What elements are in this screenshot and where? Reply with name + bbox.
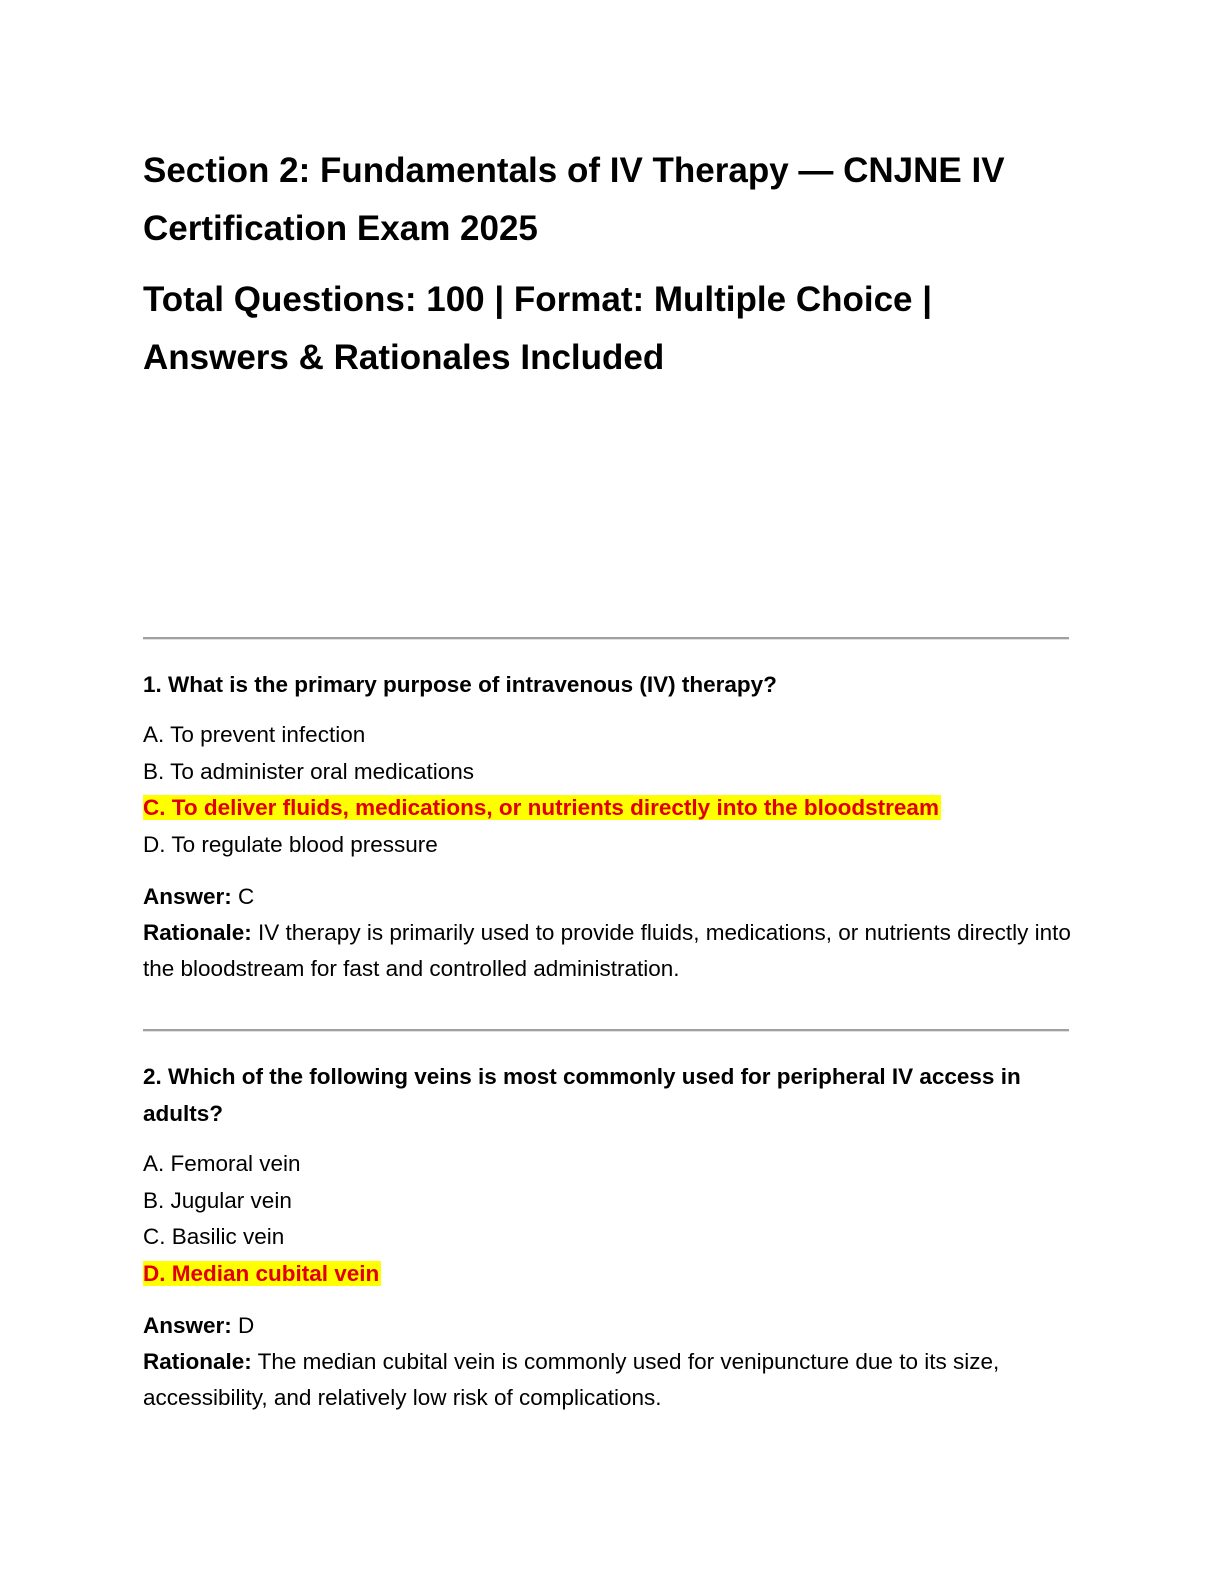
exam-summary-line-1: Total Questions: 100 | Format: Multiple Choice |	[143, 280, 933, 319]
rationale-text: Rationale: The median cubital vein is commonly used for venipuncture due to its size, accessibility, and relatively low risk of complications.	[143, 1349, 1000, 1411]
answer-line: Answer: D	[143, 1313, 255, 1339]
exam-summary	[143, 271, 932, 387]
section-title-line-2: Certification Exam 2025	[143, 209, 538, 248]
exam-summary-line-2: Answers & Rationales Included	[143, 338, 665, 377]
section-title	[143, 142, 1005, 258]
options-list	[143, 1146, 1073, 1292]
rationale-text: Rationale: IV therapy is primarily used to provide fluids, medications, or nutrients directly into the bloodstream for fast and controlled administration.	[143, 920, 1071, 982]
option-c-correct: C. To deliver fluids, medications, or nutrients directly into the bloodstream	[143, 795, 939, 821]
option-c: C. Basilic vein	[143, 1224, 285, 1250]
option-b: B. Jugular vein	[143, 1187, 292, 1213]
divider-1	[143, 637, 1069, 640]
question-text: 1. What is the primary purpose of intravenous (IV) therapy?	[143, 672, 777, 697]
option-d-correct: D. Median cubital vein	[143, 1260, 380, 1286]
question-block-2	[143, 1058, 1073, 1416]
question-text: 2. Which of the following veins is most commonly used for peripheral IV access in adults?	[143, 1064, 1021, 1126]
option-a: A. To prevent infection	[143, 722, 366, 747]
divider-2	[143, 1029, 1069, 1032]
option-d: D. To regulate blood pressure	[143, 831, 438, 857]
question-block-1	[143, 666, 1073, 987]
options-list	[143, 717, 1073, 863]
answer-line: Answer: C	[143, 884, 255, 910]
section-title-line-1: Section 2: Fundamentals of IV Therapy — CNJNE IV	[143, 151, 1005, 190]
option-a: A. Femoral vein	[143, 1151, 301, 1176]
option-b: B. To administer oral medications	[143, 758, 474, 784]
